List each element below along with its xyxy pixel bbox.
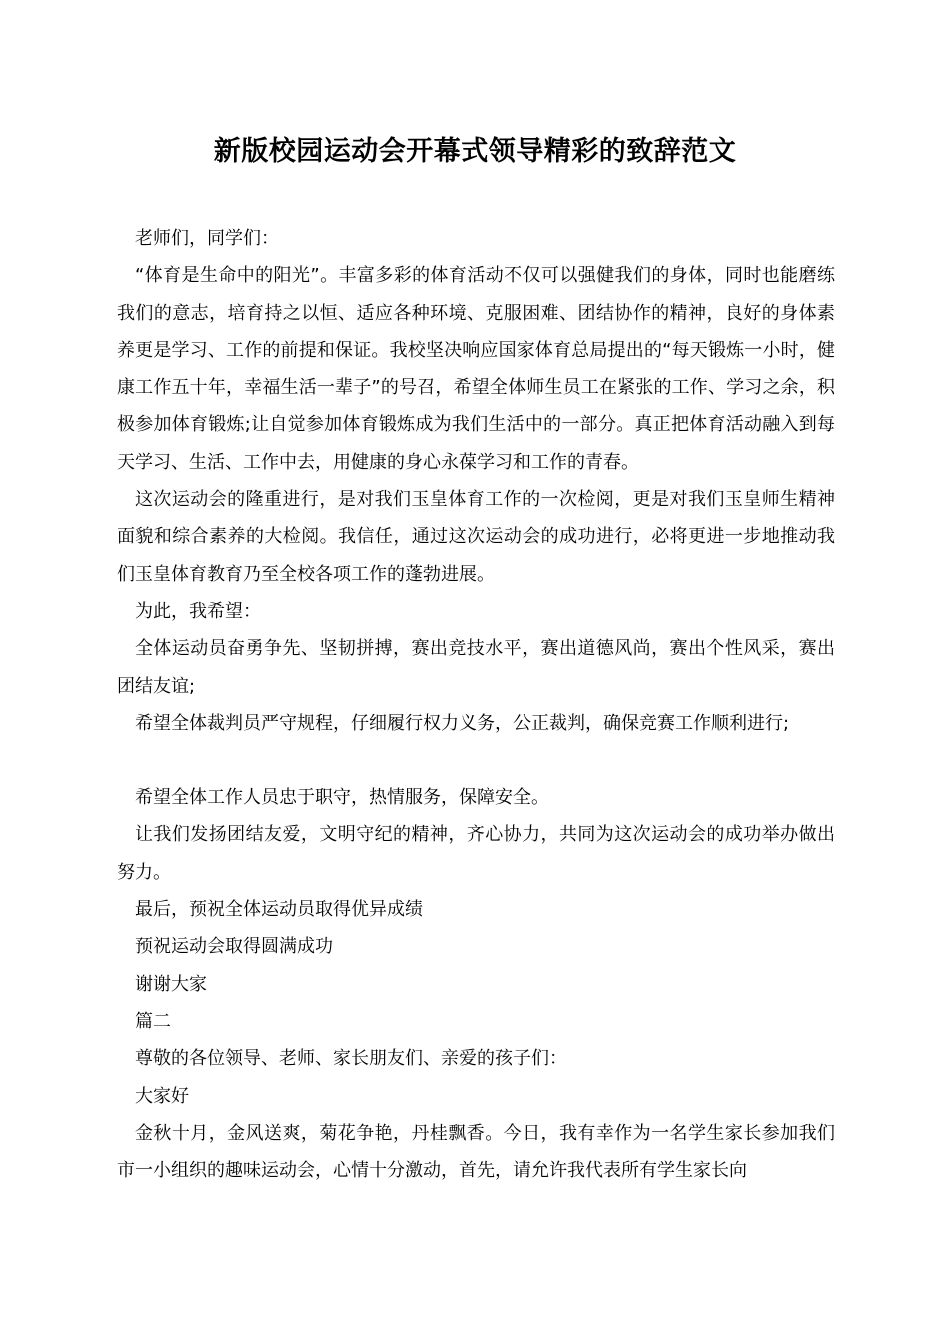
paragraph-greeting: 老师们，同学们： [135,228,279,249]
paragraph-thanks: 谢谢大家 [135,973,207,995]
paragraph-athletes: 全体运动员奋勇争先、坚韧拼搏，赛出竞技水平，赛出道德风尚，赛出个性风采，赛出团结友谊; [117,638,835,697]
paragraph-sports-sunshine: “体育是生命中的阳光”。丰富多彩的体育活动不仅可以强健我们的身体，同时也能磨练我们的意志，培育持之以恒、适应各种环境、克服困难、团结协作的精神，良好的身体素养更是学习、工作的前提和保证。我校坚决响应国家体育总局提出的“每天锻炼一小时，健康工作五十年，幸福生活一辈子”的号召，希望全体师生员工在紧张的工作、学习之余，积极参加体育锻炼;让自觉参加体育锻炼成为我们生活中的一部分。真正把体育活动融入到每天学习、生活、工作中去，用健康的身心永葆学习和工作的青春。 [117,265,835,473]
document-title: 新版校园运动会开幕式领导精彩的致辞范文 [213,136,737,167]
document-body [117,220,835,1189]
paragraph-wish-games: 预祝运动会取得圆满成功 [135,936,333,958]
paragraph-autumn: 金秋十月，金风送爽，菊花争艳，丹桂飘香。今日，我有幸作为一名学生家长参加我们市一小组织的趣味运动会，心情十分激动，首先，请允许我代表所有学生家长向 [117,1122,835,1182]
section-heading-part-two: 篇二 [135,1010,171,1032]
paragraph-referees: 希望全体裁判员严守规程，仔细履行权力义务，公正裁判，确保竞赛工作顺利进行; [135,712,790,734]
paragraph-unity: 让我们发扬团结友爱，文明守纪的精神，齐心协力，共同为这次运动会的成功举办做出努力。 [117,824,835,883]
paragraph-games-review: 这次运动会的隆重进行，是对我们玉皇体育工作的一次检阅，更是对我们玉皇师生精神面貌和综合素养的大检阅。我信任，通过这次运动会的成功进行，必将更进一步地推动我们玉皇体育教育乃至全校各项工作的蓬勃进展。 [117,489,835,585]
paragraph-gap [117,742,835,779]
paragraph-hope-intro: 为此，我希望： [135,600,261,622]
paragraph-hello: 大家好 [135,1085,189,1107]
paragraph-wish-athletes: 最后，预祝全体运动员取得优异成绩 [135,899,423,921]
paragraph-greeting-two: 尊敬的各位领导、老师、家长朋友们、亲爱的孩子们： [135,1048,567,1070]
paragraph-staff: 希望全体工作人员忠于职守，热情服务，保障安全。 [135,787,549,809]
